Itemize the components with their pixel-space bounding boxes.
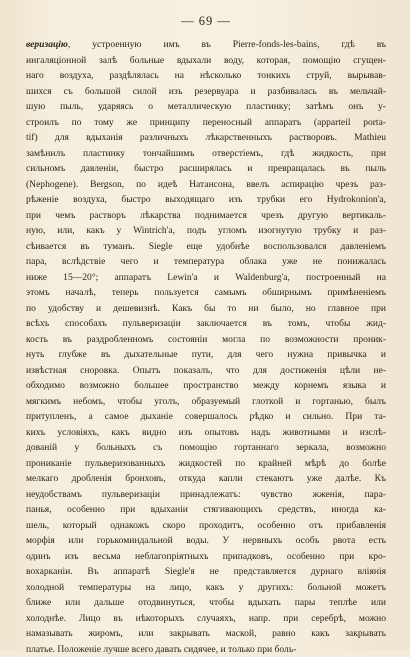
line-text: шель, который однакожъ скоро проходитъ, особенно отъ прибавленія <box>26 520 386 531</box>
text-line <box>26 192 386 208</box>
text-line <box>26 409 386 425</box>
text-line <box>26 146 386 162</box>
text-line <box>26 549 386 565</box>
text-line <box>26 177 386 193</box>
line-text: дованій у больныхъ съ помощію гортаннаго зеркала, возможно <box>26 442 386 453</box>
text-line <box>26 130 386 146</box>
text-line <box>26 363 386 379</box>
text-line <box>26 332 386 348</box>
line-text: неудобствамъ пульверизаціи принадлежатъ: чувство жженія, пара- <box>26 489 386 500</box>
page-number: — 69 — <box>26 14 386 29</box>
line-text: сѣивается въ туманъ. Siegle еще удобнѣе воспользовался давленіемъ <box>26 241 386 252</box>
line-text: ближе или дальше отодвинуться, чтобы вдыхать пары теплѣе или <box>26 597 386 608</box>
line-text: строилъ по тому же принципу переносный аппаратъ (appartеil porta- <box>26 117 386 128</box>
text-line <box>26 270 386 286</box>
line-text: всѣхъ способахъ пульверизаціи заключается въ томъ, чтобы жид- <box>26 318 386 329</box>
line-text: , устроенную имъ въ Pierre-fonds-les-bains, гдѣ въ <box>68 39 386 50</box>
line-text: извѣстная сноровка. Опытъ показалъ, что для достиженія цѣли не- <box>26 365 386 376</box>
text-line <box>26 580 386 596</box>
line-text: сильномъ давленіи, быстро расширялась и превращалась въ пыль <box>26 163 386 174</box>
line-text: замѣнилъ пластинку тончайшимъ отверстіемъ, гдѣ жидкость, при <box>26 148 386 159</box>
body-text <box>26 37 386 657</box>
text-line <box>26 68 386 84</box>
text-line <box>26 285 386 301</box>
line-text: пара, вслѣдствіе чего и температура облака уже не понижалась <box>26 256 386 267</box>
text-line <box>26 316 386 332</box>
text-line <box>26 53 386 69</box>
line-text: по удобству и дешевизнѣ. Какъ бы то ни было, но главное при <box>26 303 386 314</box>
text-line <box>26 502 386 518</box>
line-text: панья, особенно при вдыханіи стягивающихъ средствъ, иногда ка- <box>26 504 386 515</box>
line-text: одинъ изъ весьма неблагопріятныхъ припадковъ, особенно при кро- <box>26 551 386 562</box>
line-text: tif) для вдыханія различныхъ лѣкарственныхъ растворовъ. Mathieu <box>26 132 386 143</box>
line-text: ингаляціонной залѣ больные вдыхали воду, которая, помощію сгущен- <box>26 55 386 66</box>
text-line <box>26 440 386 456</box>
text-line <box>26 564 386 580</box>
text-line <box>26 37 386 53</box>
line-text: мелкаго дробленія бронховъ, откуда капли стекаютъ уже далѣе. Къ <box>26 473 386 484</box>
line-text: ниже 15—20°; аппаратъ Lewin'а и Waldenburg'а, построенный на <box>26 272 386 283</box>
text-line <box>26 456 386 472</box>
line-text: наго воздуха, раздѣлялась на нѣсколько тонкихъ струй, вырывав- <box>26 70 386 81</box>
text-line <box>26 425 386 441</box>
text-line <box>26 394 386 410</box>
line-text: нуть глубже въ дыхательные пути, для чего нужна привычка и <box>26 349 386 360</box>
line-text: шую пыль, ударяясь о металлическую пластинку; затѣмъ онъ у- <box>26 101 386 112</box>
line-text: (Nephogene). Bergson, по идеѣ Натансона, ввелъ аспирацію чрезъ раз- <box>26 179 386 190</box>
text-line <box>26 301 386 317</box>
text-line <box>26 347 386 363</box>
text-line <box>26 84 386 100</box>
line-text: кость въ раздробленномъ состояніи могла по возможности проник- <box>26 334 386 345</box>
text-line <box>26 161 386 177</box>
line-text: притупленъ, а самое дыханіе совершалось рѣдко и сильно. При та- <box>26 411 386 422</box>
text-line <box>26 223 386 239</box>
line-text: платье. Положеніе лучше всего давать сидячее, и только при боль- <box>26 644 296 655</box>
text-line <box>26 471 386 487</box>
text-line <box>26 518 386 534</box>
text-line <box>26 208 386 224</box>
line-text: намазывать жиромъ, или закрывать маской, равно какъ закрывать <box>26 628 386 639</box>
line-text: обходимо возможно большее пространство между корнемъ языка и <box>26 380 386 391</box>
line-text: мягкимъ небомъ, чтобы уголъ, образуемый глоткой и гортанью, былъ <box>26 396 386 407</box>
line-text: морфія или горькоминдальной воды. У нервныхъ особъ рвота есть <box>26 535 386 546</box>
text-line <box>26 239 386 255</box>
line-text: этомъ началѣ, теперь пользуется самымъ обширнымъ примѣненіемъ <box>26 287 386 298</box>
line-text: вохарканіи. Въ аппаратѣ Siegle'я не представляется дурнаго вліянія <box>26 566 386 577</box>
line-text: при чемъ растворъ лѣкарства поднимается чрезъ другую вертикаль- <box>26 210 386 221</box>
text-line <box>26 378 386 394</box>
line-text: прониканіе пульверизованныхъ жидкостей по крайней мѣрѣ до болѣе <box>26 458 386 469</box>
text-line <box>26 99 386 115</box>
line-text: холодной температуры на лицо, какъ у другихъ: больной можетъ <box>26 582 386 593</box>
text-line <box>26 533 386 549</box>
line-text: рѣженіе воздуха, быстро выходящаго изъ трубки его Hydrokonion'а, <box>26 194 386 205</box>
line-text: шихся съ большой силой изъ резервуара и разбивалась въ мельчай- <box>26 86 386 97</box>
line-text: холоднѣе. Лицо въ нѣкоторыхъ случаяхъ, напр. при серебрѣ, можно <box>26 613 386 624</box>
emphasized-word: веризацію <box>26 39 68 50</box>
text-line <box>26 642 386 657</box>
text-line <box>26 254 386 270</box>
text-line <box>26 595 386 611</box>
text-line <box>26 487 386 503</box>
line-text: ную, или, какъ у Wintrich'а, подъ угломъ изогнутую трубку и раз- <box>26 225 386 236</box>
text-line <box>26 115 386 131</box>
line-text: кихъ условіяхъ, какъ видно изъ опытовъ надъ животными и изслѣ- <box>26 427 386 438</box>
text-line <box>26 626 386 642</box>
text-line <box>26 611 386 627</box>
